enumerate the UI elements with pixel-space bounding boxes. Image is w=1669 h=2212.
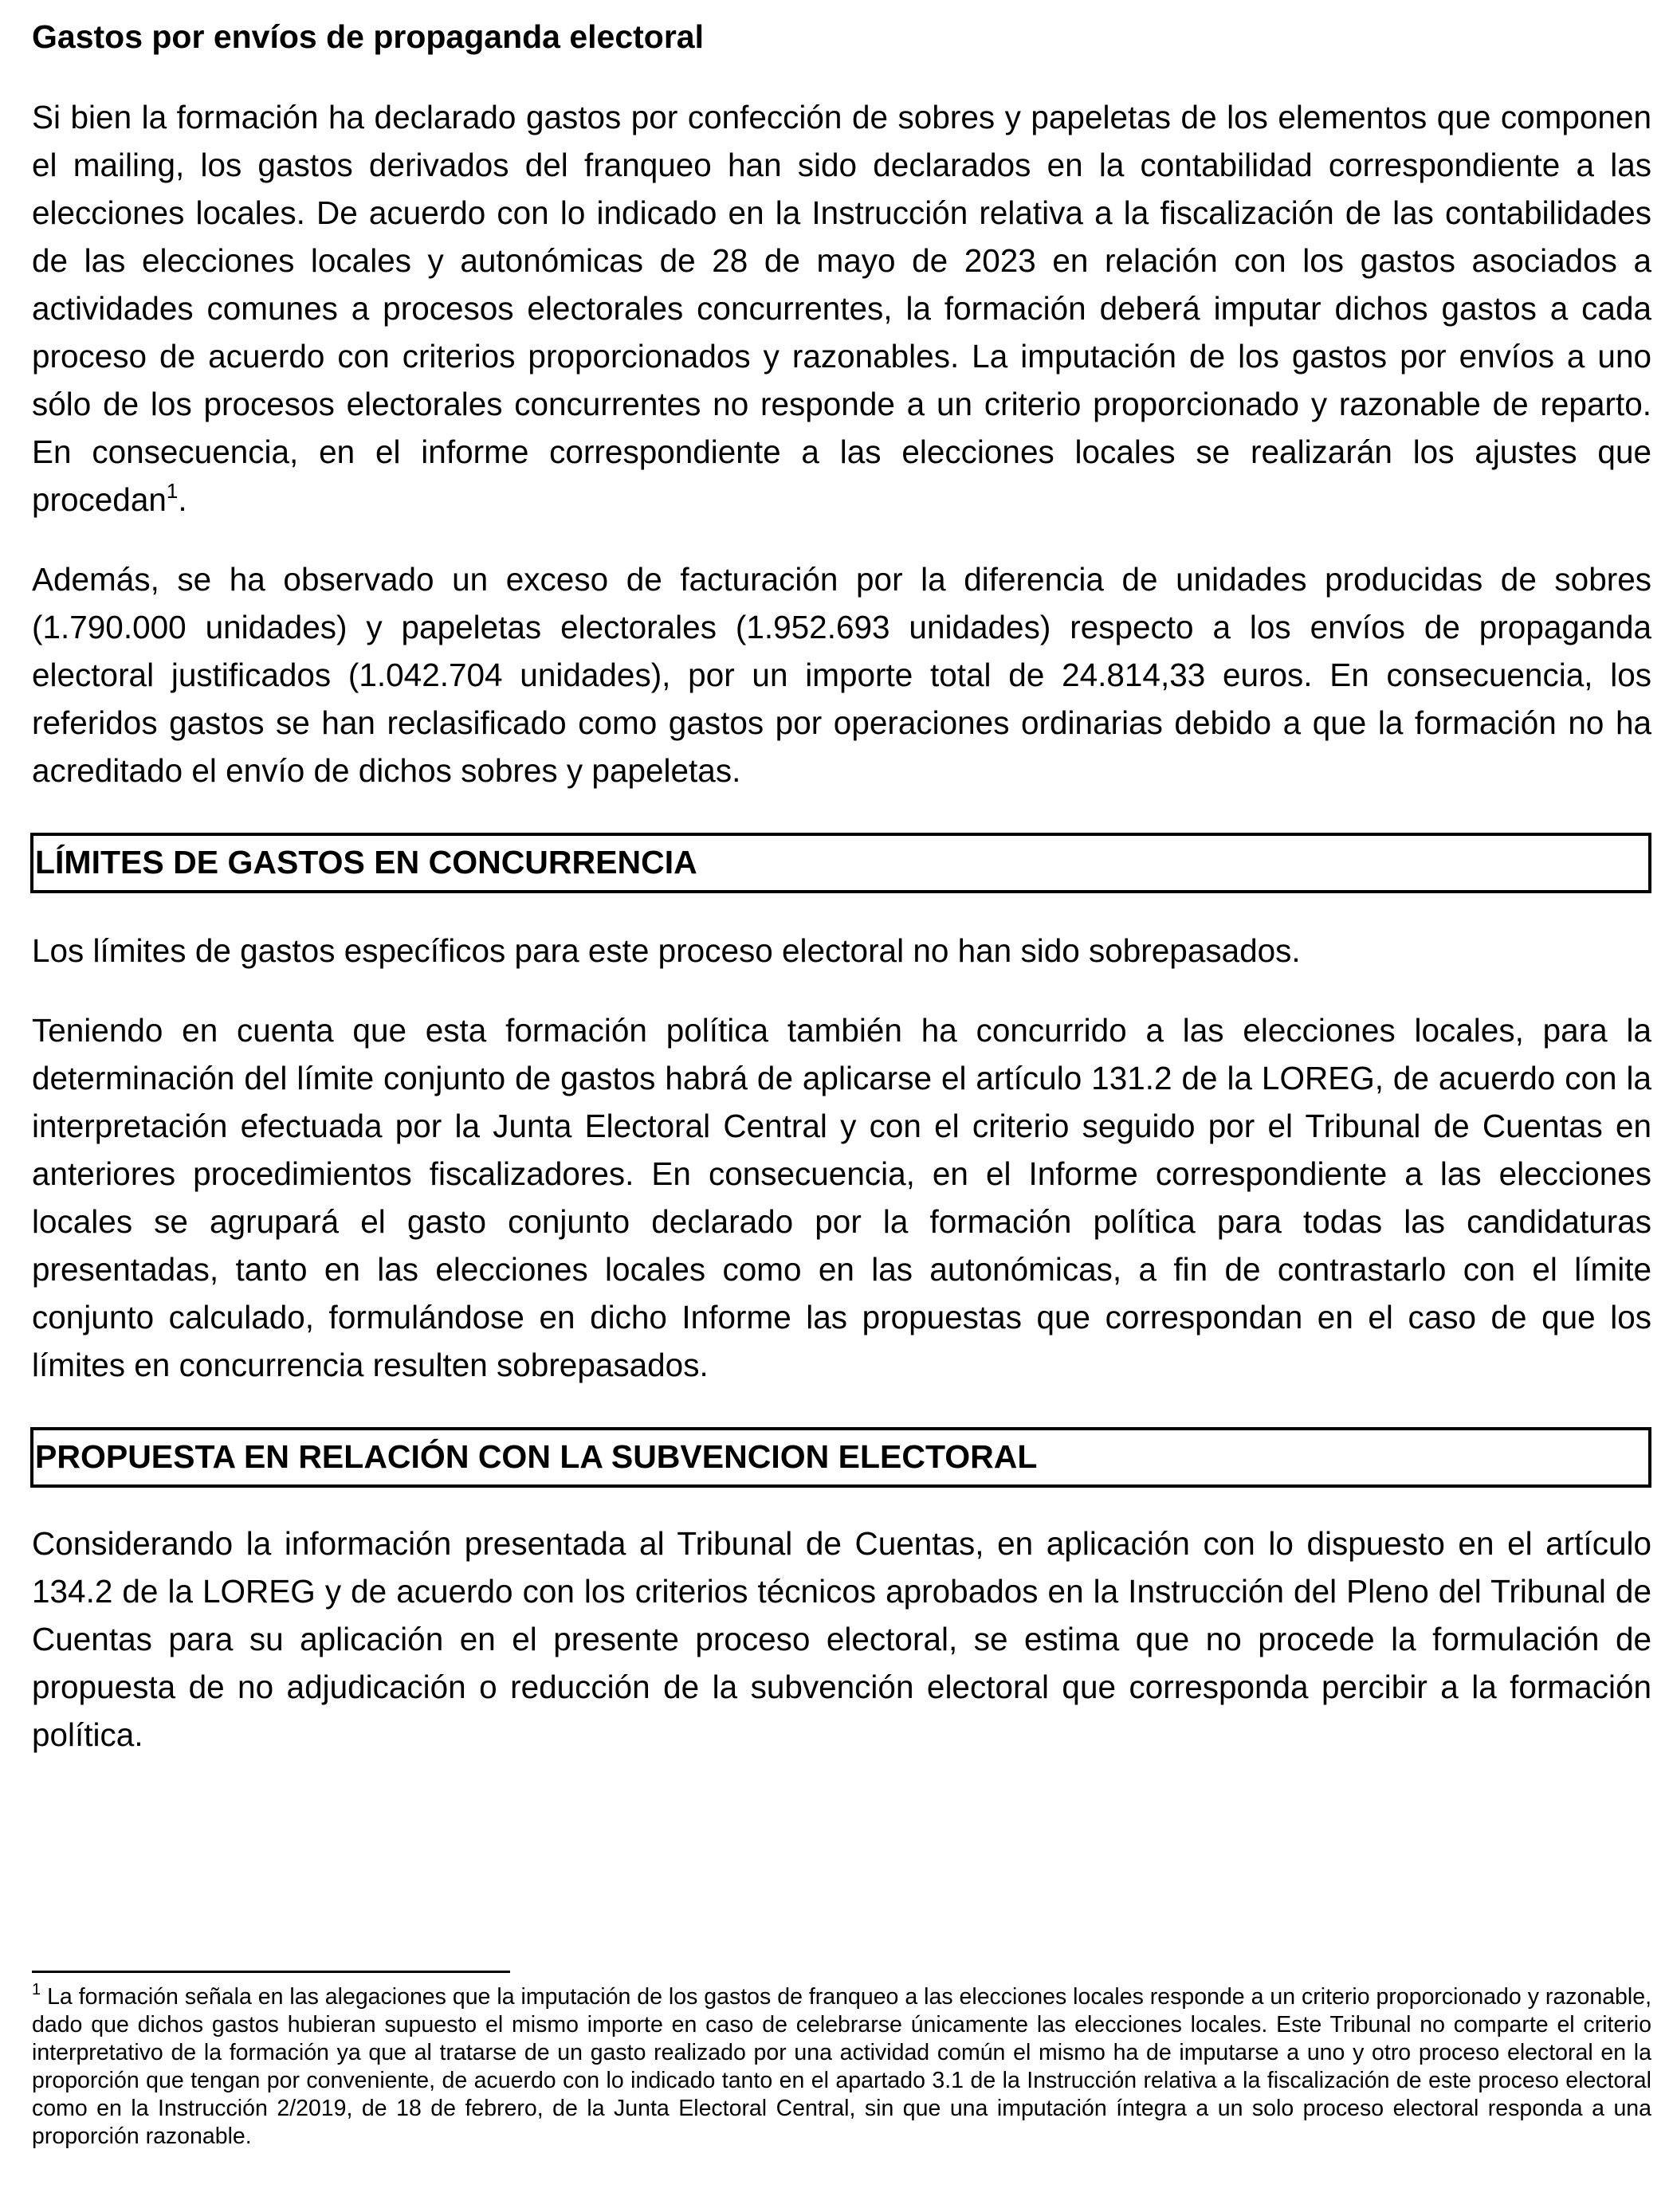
paragraph-gastos-franqueo bbox=[32, 93, 1651, 524]
section-heading-limites-gastos bbox=[30, 833, 1651, 893]
section-heading-gastos-envios: Gastos por envíos de propaganda electoral bbox=[32, 18, 705, 55]
document-body bbox=[32, 18, 1651, 1759]
section-heading-text: PROPUESTA EN RELACIÓN CON LA SUBVENCION ELECTORAL bbox=[35, 1438, 1038, 1475]
footnote-separator bbox=[32, 1971, 510, 1973]
footnote-text: La formación señala en las alegaciones que la imputación de los gastos de franqueo a las elecciones locales responde a un criterio proporcionado y razonable, dado que dichos gastos hubieran supuesto el mismo importe en caso de celebrarse únicamente las elecciones locales. Este Tribunal no comparte el criterio interpretativo de la formación ya que al tratarse de un gasto realizado por una actividad común el mismo ha de imputarse a uno y otro proceso electoral en la proporción que tengan por conveniente, de acuerdo con lo indicado tanto en el apartado 3.1 de la Instrucción relativa a la fiscalización de este proceso electoral como en la Instrucción 2/2019, de 18 de febrero, de la Junta Electoral Central, sin que una imputación íntegra a un solo proceso electoral responda a una proporción razonable. bbox=[32, 1984, 1651, 2149]
paragraph-exceso-facturacion: Además, se ha observado un exceso de facturación por la diferencia de unidades producidas de sobres (1.790.000 unidades) y papeletas electorales (1.952.693 unidades) respecto a los envíos de propaganda electoral justificados (1.042.704 unidades), por un importe total de 24.814,33 euros. En consecuencia, los referidos gastos se han reclasificado como gastos por operaciones ordinarias debido a que la formación no ha acreditado el envío de dichos sobres y papeletas. bbox=[32, 561, 1651, 789]
paragraph-end-punctuation: . bbox=[178, 481, 187, 518]
paragraph-text: Si bien la formación ha declarado gastos por confección de sobres y papeletas de los elementos que componen el mailing, los gastos derivados del franqueo han sido declarados en la contabilidad correspondiente a las elecciones locales. De acuerdo con lo indicado en la Instrucción relativa a la fiscalización de las contabilidades de las elecciones locales y autonómicas de 28 de mayo de 2023 en relación con los gastos asociados a actividades comunes a procesos electorales concurrentes, la formación deberá imputar dichos gastos a cada proceso de acuerdo con criterios proporcionados y razonables. La imputación de los gastos por envíos a uno sólo de los procesos electorales concurrentes no responde a un criterio proporcionado y razonable de reparto. En consecuencia, en el informe correspondiente a las elecciones locales se realizarán los ajustes que procedan bbox=[32, 99, 1651, 518]
paragraph-propuesta-subvencion: Considerando la información presentada al Tribunal de Cuentas, en aplicación con lo dispuesto en el artículo 134.2 de la LOREG y de acuerdo con los criterios técnicos aprobados en la Instrucción del Pleno del Tribunal de Cuentas para su aplicación en el presente proceso electoral, se estima que no procede la formulación de propuesta de no adjudicación o reducción de la subvención electoral que corresponda percibir a la formación política. bbox=[32, 1525, 1651, 1753]
paragraph-limites-no-sobrepasados: Los límites de gastos específicos para este proceso electoral no han sido sobrepasados. bbox=[32, 932, 1301, 969]
paragraph-limite-conjunto: Teniendo en cuenta que esta formación política también ha concurrido a las elecciones locales, para la determinación del límite conjunto de gastos habrá de aplicarse el artículo 131.2 de la LOREG, de acuerdo con la interpretación efectuada por la Junta Electoral Central y con el criterio seguido por el Tribunal de Cuentas en anteriores procedimientos fiscalizadores. En consecuencia, en el Informe correspondiente a las elecciones locales se agrupará el gasto conjunto declarado por la formación política para todas las candidaturas presentadas, tanto en las elecciones locales como en las autonómicas, a fin de contrastarlo con el límite conjunto calculado, formulándose en dicho Informe las propuestas que correspondan en el caso de que los límites en concurrencia resulten sobrepasados. bbox=[32, 1012, 1651, 1383]
section-heading-propuesta-subvencion bbox=[30, 1427, 1651, 1488]
footnote bbox=[32, 1980, 1651, 2151]
section-heading-text: LÍMITES DE GASTOS EN CONCURRENCIA bbox=[35, 844, 697, 880]
footnote-number: 1 bbox=[32, 1980, 41, 1998]
footnote-reference[interactable]: 1 bbox=[166, 478, 179, 503]
